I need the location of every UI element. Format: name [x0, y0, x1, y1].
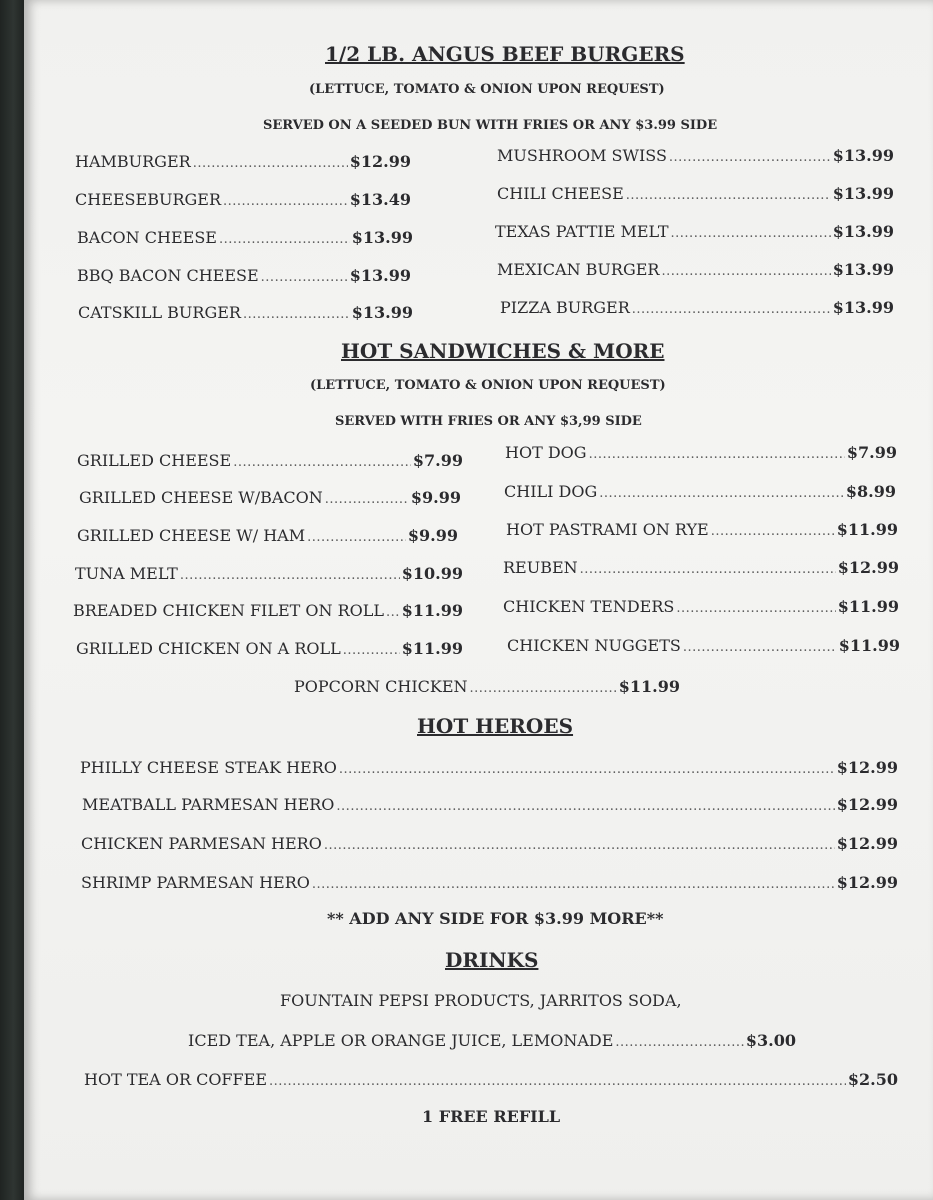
- menu-item: TEXAS PATTIE MELT ..... $13.99: [495, 222, 894, 241]
- drinks-refill-note: 1 FREE REFILL: [422, 1107, 561, 1126]
- menu-item: PHILLY CHEESE STEAK HERO ..... $12.99: [80, 758, 898, 777]
- section-title-heroes: HOT HEROES: [417, 714, 574, 738]
- menu-item: CHICKEN TENDERS ..... $11.99: [503, 597, 899, 616]
- menu-item: GRILLED CHEESE W/ HAM ..... $9.99: [77, 526, 458, 545]
- menu-item: HOT TEA OR COFFEE ..... $2.50: [84, 1070, 898, 1089]
- section-title-burgers: 1/2 LB. ANGUS BEEF BURGERS: [325, 42, 685, 66]
- sandwiches-note-toppings: (LETTUCE, TOMATO & ONION UPON REQUEST): [310, 378, 666, 393]
- menu-item: HOT PASTRAMI ON RYE ..... $11.99: [506, 520, 898, 539]
- menu-item: CHICKEN PARMESAN HERO ..... $12.99: [81, 834, 898, 853]
- menu-item: MEATBALL PARMESAN HERO ..... $12.99: [82, 795, 898, 814]
- menu-item: GRILLED CHEESE W/BACON ..... $9.99: [79, 488, 461, 507]
- menu-item: HAMBURGER ..... $12.99: [75, 152, 411, 171]
- menu-item: TUNA MELT ..... $10.99: [75, 564, 463, 583]
- drinks-line-1: FOUNTAIN PEPSI PRODUCTS, JARRITOS SODA,: [280, 991, 682, 1010]
- burgers-note-served: SERVED ON A SEEDED BUN WITH FRIES OR ANY $3.99 SIDE: [263, 118, 718, 133]
- burgers-note-toppings: (LETTUCE, TOMATO & ONION UPON REQUEST): [309, 82, 665, 97]
- menu-item: GRILLED CHICKEN ON A ROLL ..... $11.99: [76, 639, 463, 658]
- menu-page: [24, 0, 933, 1200]
- section-title-drinks: DRINKS: [445, 948, 539, 972]
- menu-item: BREADED CHICKEN FILET ON ROLL ..... $11.99: [73, 601, 463, 620]
- menu-item: GRILLED CHEESE ..... $7.99: [77, 451, 463, 470]
- menu-item: BBQ BACON CHEESE ..... $13.99: [77, 266, 411, 285]
- menu-item: ICED TEA, APPLE OR ORANGE JUICE, LEMONADE ..... $3.00: [188, 1031, 796, 1050]
- menu-item: CHICKEN NUGGETS ..... $11.99: [507, 636, 900, 655]
- menu-item: CATSKILL BURGER ..... $13.99: [78, 303, 413, 322]
- menu-item: HOT DOG ..... $7.99: [505, 443, 897, 462]
- heroes-side-note: ** ADD ANY SIDE FOR $3.99 MORE**: [327, 909, 664, 928]
- menu-item: BACON CHEESE ..... $13.99: [77, 228, 413, 247]
- menu-item: MUSHROOM SWISS ..... $13.99: [497, 146, 894, 165]
- menu-item: CHEESEBURGER ..... $13.49: [75, 190, 411, 209]
- menu-item: CHILI DOG ..... $8.99: [504, 482, 896, 501]
- menu-item: PIZZA BURGER ..... $13.99: [500, 298, 894, 317]
- menu-item: MEXICAN BURGER ..... $13.99: [497, 260, 894, 279]
- menu-item: REUBEN ..... $12.99: [503, 558, 899, 577]
- menu-item: SHRIMP PARMESAN HERO ..... $12.99: [81, 873, 898, 892]
- menu-item: POPCORN CHICKEN ..... $11.99: [294, 677, 680, 696]
- menu-item: CHILI CHEESE ..... $13.99: [497, 184, 894, 203]
- section-title-sandwiches: HOT SANDWICHES & MORE: [341, 339, 665, 363]
- sandwiches-note-served: SERVED WITH FRIES OR ANY $3,99 SIDE: [335, 414, 642, 429]
